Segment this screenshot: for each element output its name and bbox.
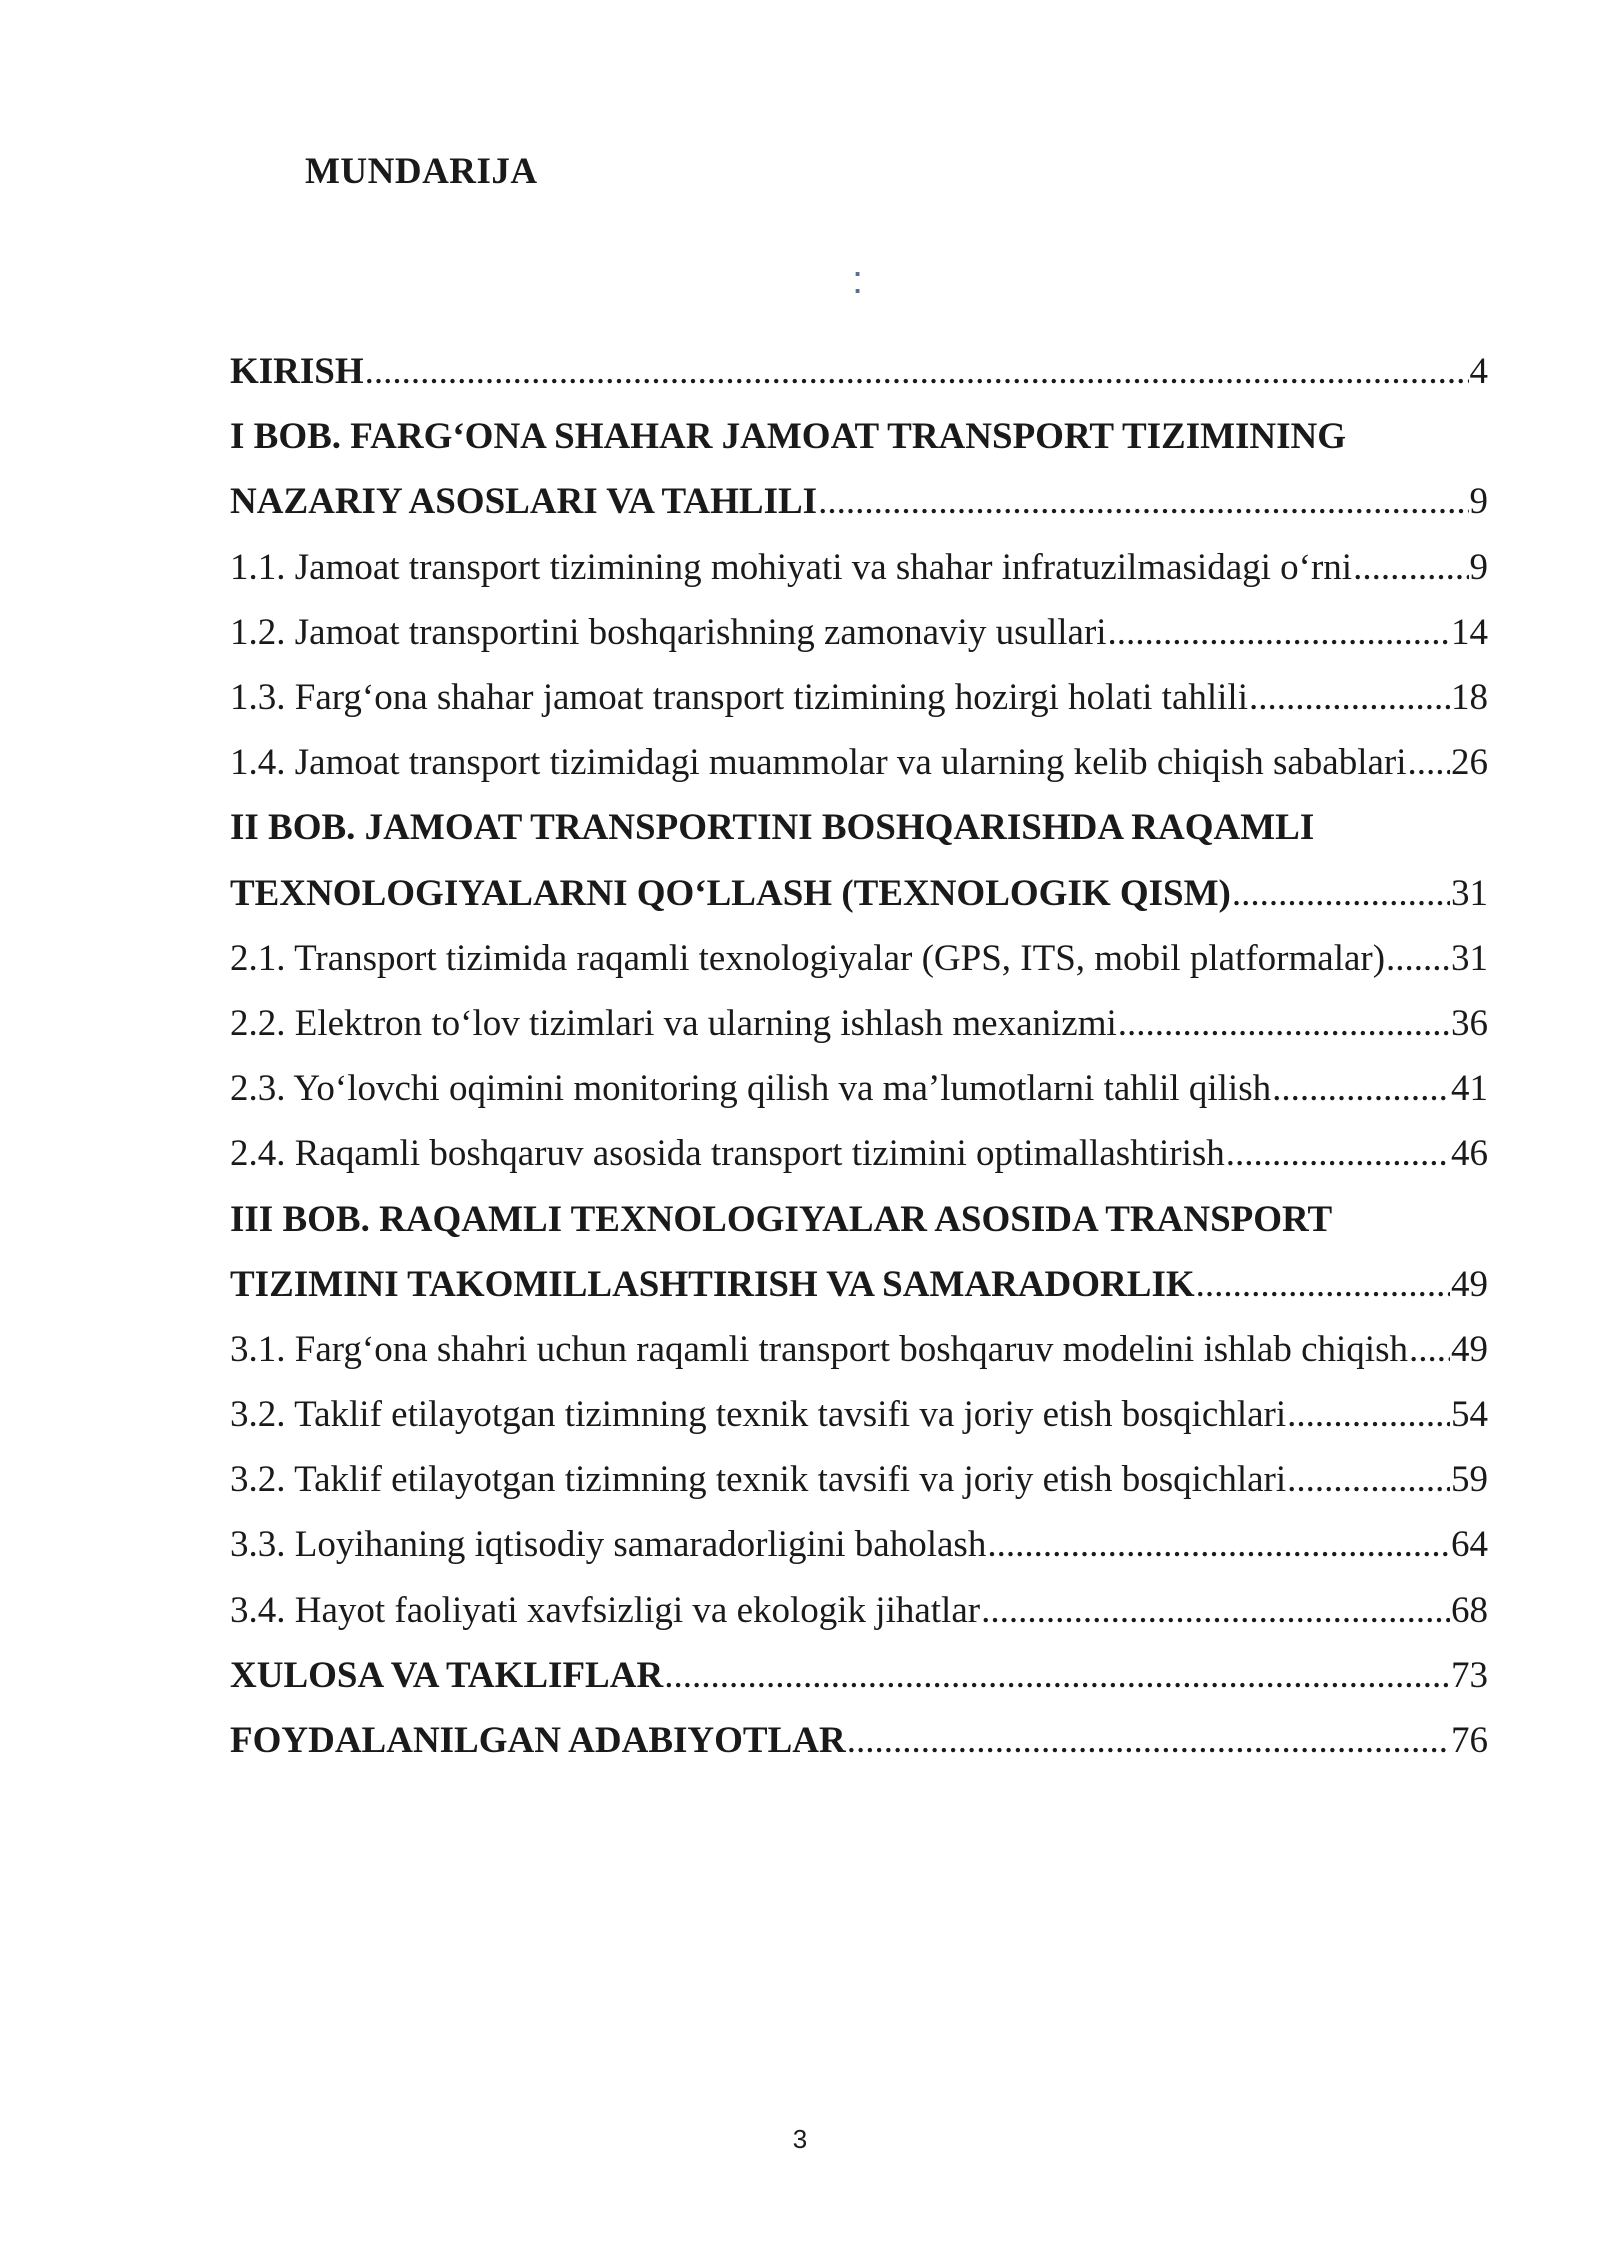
toc-leader-dots [365,350,1469,393]
toc-entry[interactable] [230,1317,1488,1382]
toc-entry-page: 41 [1451,1068,1488,1110]
toc-entry[interactable] [230,535,1488,600]
toc-leader-dots [1118,1002,1450,1045]
toc-entry-label: 2.1. Transport tizimida raqamli texnologiyalar (GPS, ITS, mobil platformalar) [230,937,1386,979]
toc-entry[interactable] [230,926,1488,991]
toc-entry-page: 46 [1451,1133,1488,1175]
toc-entry-page: 68 [1451,1589,1488,1631]
toc-entry-page: 31 [1451,937,1488,979]
toc-entry[interactable] [230,404,1488,469]
toc-entry-label: XULOSA VA TAKLIFLAR [230,1654,664,1696]
toc-entry-label: TIZIMINI TAKOMILLASHTIRISH VA SAMARADORLIK [230,1263,1195,1305]
toc-entry[interactable] [230,991,1488,1056]
toc-entry-page: 9 [1469,546,1488,588]
toc-entry-label: 2.2. Elektron to‘lov tizimlari va ularning ishlash mexanizmi [230,1002,1117,1044]
toc-leader-dots [987,1523,1450,1566]
toc-entry-page: 36 [1451,1002,1488,1044]
toc-leader-dots [1408,741,1450,784]
toc-leader-dots [1409,1328,1450,1371]
toc-entry-page: 31 [1451,872,1488,914]
toc-leader-dots [1196,1263,1450,1306]
toc-entry-label: KIRISH [230,351,364,393]
toc-entry-page: 76 [1451,1720,1488,1762]
toc-entry[interactable] [230,730,1488,795]
toc-entry-label: 3.3. Loyihaning iqtisodiy samaradorligini baholash [230,1524,987,1566]
toc-leader-dots [847,1719,1450,1762]
toc-entry[interactable] [230,1382,1488,1447]
toc-entry[interactable] [230,1056,1488,1121]
toc-entry-page: 49 [1451,1328,1488,1370]
toc-leader-dots [1249,676,1450,719]
toc-entry[interactable] [230,1708,1488,1773]
toc-entry-label: 1.1. Jamoat transport tizimining mohiyati va shahar infratuzilmasidagi o‘rni [230,546,1353,588]
toc-entry-page: 49 [1451,1263,1488,1305]
toc-leader-dots [1287,1458,1450,1501]
table-of-contents [230,339,1488,1773]
toc-entry-label: 3.2. Taklif etilayotgan tizimning texnik tavsifi va joriy etish bosqichlari [230,1459,1287,1501]
toc-entry-label: 1.3. Farg‘ona shahar jamoat transport tizimining hozirgi holati tahlili [230,677,1248,719]
toc-leader-dots [1386,937,1450,980]
toc-entry-label: 3.1. Farg‘ona shahri uchun raqamli transport boshqaruv modelini ishlab chiqish [230,1328,1408,1370]
toc-leader-dots [1108,611,1450,654]
toc-entry-page: 73 [1451,1654,1488,1696]
toc-entry-label: 3.4. Hayot faoliyati xavfsizligi va ekologik jihatlar [230,1589,981,1631]
toc-entry-label: 3.2. Taklif etilayotgan tizimning texnik tavsifi va joriy etish bosqichlari [230,1394,1287,1436]
toc-entry-label: 1.2. Jamoat transportini boshqarishning zamonaviy usullari [230,611,1107,653]
toc-entry-page: 14 [1451,611,1488,653]
toc-entry-label: FOYDALANILGAN ADABIYOTLAR [230,1720,846,1762]
toc-entry-label: I BOB. FARG‘ONA SHAHAR JAMOAT TRANSPORT TIZIMINING [230,416,1347,458]
page-number: 3 [792,2124,808,2154]
toc-entry[interactable] [230,665,1488,730]
toc-entry-page: 54 [1451,1394,1488,1436]
toc-entry[interactable] [230,1643,1488,1708]
toc-entry-page: 9 [1469,481,1488,523]
toc-entry[interactable] [230,861,1488,926]
toc-entry[interactable] [230,1512,1488,1577]
toc-entry-label: 2.4. Raqamli boshqaruv asosida transport tizimini optimallashtirish [230,1133,1225,1175]
toc-leader-dots [1226,1132,1450,1175]
toc-entry[interactable] [230,469,1488,534]
toc-leader-dots [1287,1393,1450,1436]
toc-entry-label: NAZARIY ASOSLARI VA TAHLILI [230,481,818,523]
toc-entry-label: TEXNOLOGIYALARNI QO‘LLASH (TEXNOLOGIK QISM) [230,872,1231,914]
page-title: MUNDARIJA [305,151,538,192]
toc-entry-page: 4 [1469,351,1488,393]
toc-entry-label: 2.3. Yo‘lovchi oqimini monitoring qilish va ma’lumotlarni tahlil qilish [230,1068,1272,1110]
toc-entry[interactable] [230,339,1488,404]
toc-entry[interactable] [230,600,1488,665]
toc-entry-label: 1.4. Jamoat transport tizimidagi muammolar va ularning kelib chiqish sabablari [230,742,1407,784]
toc-entry-page: 26 [1451,742,1488,784]
toc-leader-dots [1353,546,1468,589]
toc-entry[interactable] [230,1121,1488,1186]
toc-entry[interactable] [230,1447,1488,1512]
toc-leader-dots [981,1589,1450,1632]
toc-entry[interactable] [230,795,1488,860]
toc-leader-dots [664,1654,1450,1697]
colon-mark: : [852,258,864,302]
toc-entry-label: II BOB. JAMOAT TRANSPORTINI BOSHQARISHDA RAQAMLI [230,807,1315,849]
toc-leader-dots [1272,1067,1450,1110]
toc-entry-page: 59 [1451,1459,1488,1501]
toc-leader-dots [818,480,1468,523]
toc-entry-page: 64 [1451,1524,1488,1566]
toc-entry-label: III BOB. RAQAMLI TEXNOLOGIYALAR ASOSIDA TRANSPORT [230,1198,1333,1240]
toc-entry-page: 18 [1451,677,1488,719]
toc-entry[interactable] [230,1578,1488,1643]
toc-entry[interactable] [230,1186,1488,1251]
toc-entry[interactable] [230,1252,1488,1317]
toc-leader-dots [1232,872,1450,915]
